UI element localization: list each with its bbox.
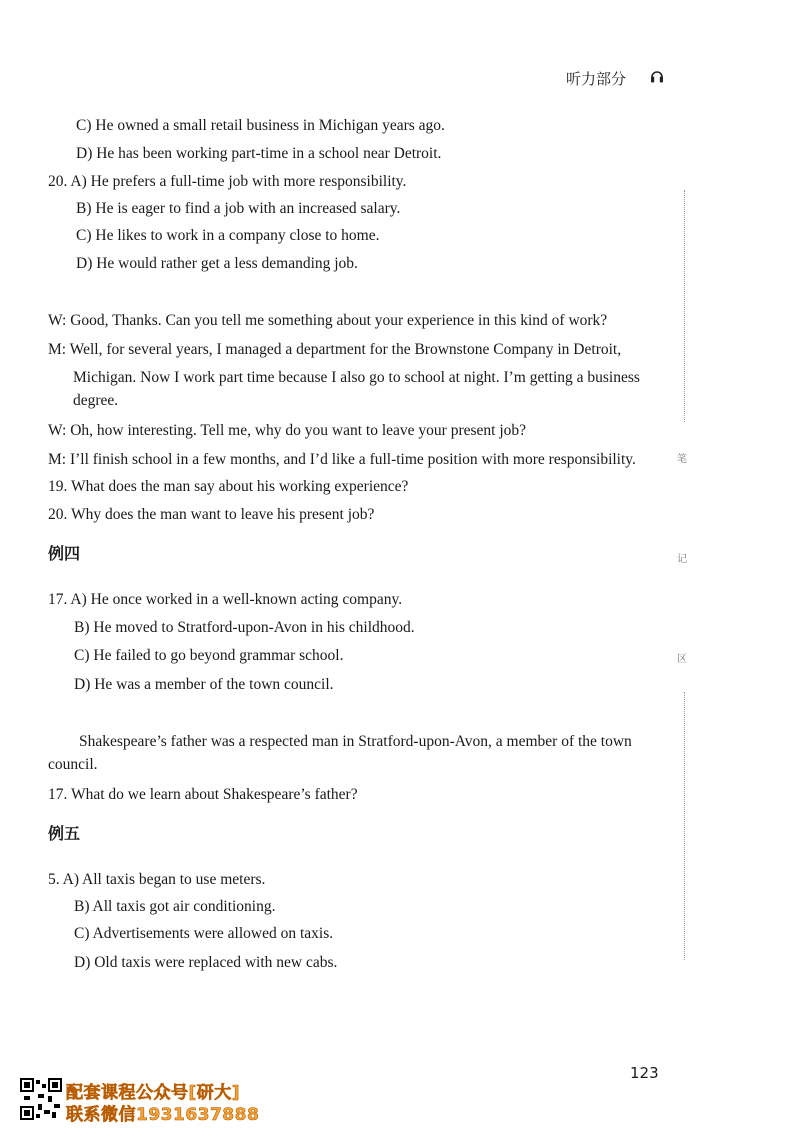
option-line: D) He was a member of the town council.: [74, 676, 334, 693]
question-line: 20. Why does the man want to leave his present job?: [48, 506, 375, 523]
dialogue-line: W: Good, Thanks. Can you tell me something about your experience in this kind of work?: [48, 312, 608, 329]
watermark-line: 联系微信1931637888: [66, 1105, 260, 1125]
notes-divider: [684, 190, 685, 422]
notes-divider: [684, 692, 685, 960]
dialogue-line: degree.: [73, 392, 119, 409]
dialogue-line: M: I’ll finish school in a few months, and I’d like a full-time position with more responsibility.: [48, 451, 636, 468]
option-line: B) He moved to Stratford-upon-Avon in his childhood.: [74, 619, 415, 636]
dialogue-line: Michigan. Now I work part time because I also go to school at night. I’m getting a business: [73, 369, 640, 386]
passage-line: Shakespeare’s father was a respected man in Stratford-upon-Avon, a member of the town: [79, 733, 632, 750]
option-line: C) He owned a small retail business in Michigan years ago.: [76, 117, 445, 134]
question-line: 17. What do we learn about Shakespeare’s father?: [48, 786, 358, 803]
notes-label: 笔: [677, 454, 687, 465]
dialogue-line: M: Well, for several years, I managed a department for the Brownstone Company in Detroit,: [48, 341, 622, 358]
option-line: C) He failed to go beyond grammar school.: [74, 647, 344, 664]
example-heading: 例四: [48, 544, 81, 563]
notes-label: 记: [677, 554, 687, 565]
option-line: D) He would rather get a less demanding job.: [76, 255, 358, 272]
question-line: 19. What does the man say about his working experience?: [48, 478, 409, 495]
qr-code-icon: [20, 1078, 62, 1120]
page-number: 123: [630, 1064, 659, 1082]
option-line: C) He likes to work in a company close to home.: [76, 227, 380, 244]
watermark-line: 配套课程公众号[研大]: [66, 1083, 241, 1103]
passage-line: council.: [48, 756, 98, 773]
option-line: D) He has been working part-time in a school near Detroit.: [76, 145, 442, 162]
option-line: C) Advertisements were allowed on taxis.: [74, 925, 334, 942]
dialogue-line: W: Oh, how interesting. Tell me, why do you want to leave your present job?: [48, 422, 527, 439]
option-line: 17. A) He once worked in a well-known acting company.: [48, 591, 403, 608]
notes-label: 区: [677, 654, 687, 665]
headphones-icon: [650, 68, 664, 84]
option-line: B) All taxis got air conditioning.: [74, 898, 276, 915]
option-line: B) He is eager to find a job with an increased salary.: [76, 200, 401, 217]
example-heading: 例五: [48, 824, 81, 843]
option-line: D) Old taxis were replaced with new cabs.: [74, 954, 338, 971]
option-line: 5. A) All taxis began to use meters.: [48, 871, 266, 888]
option-line: 20. A) He prefers a full-time job with more responsibility.: [48, 173, 407, 190]
section-title: 听力部分: [566, 70, 627, 88]
